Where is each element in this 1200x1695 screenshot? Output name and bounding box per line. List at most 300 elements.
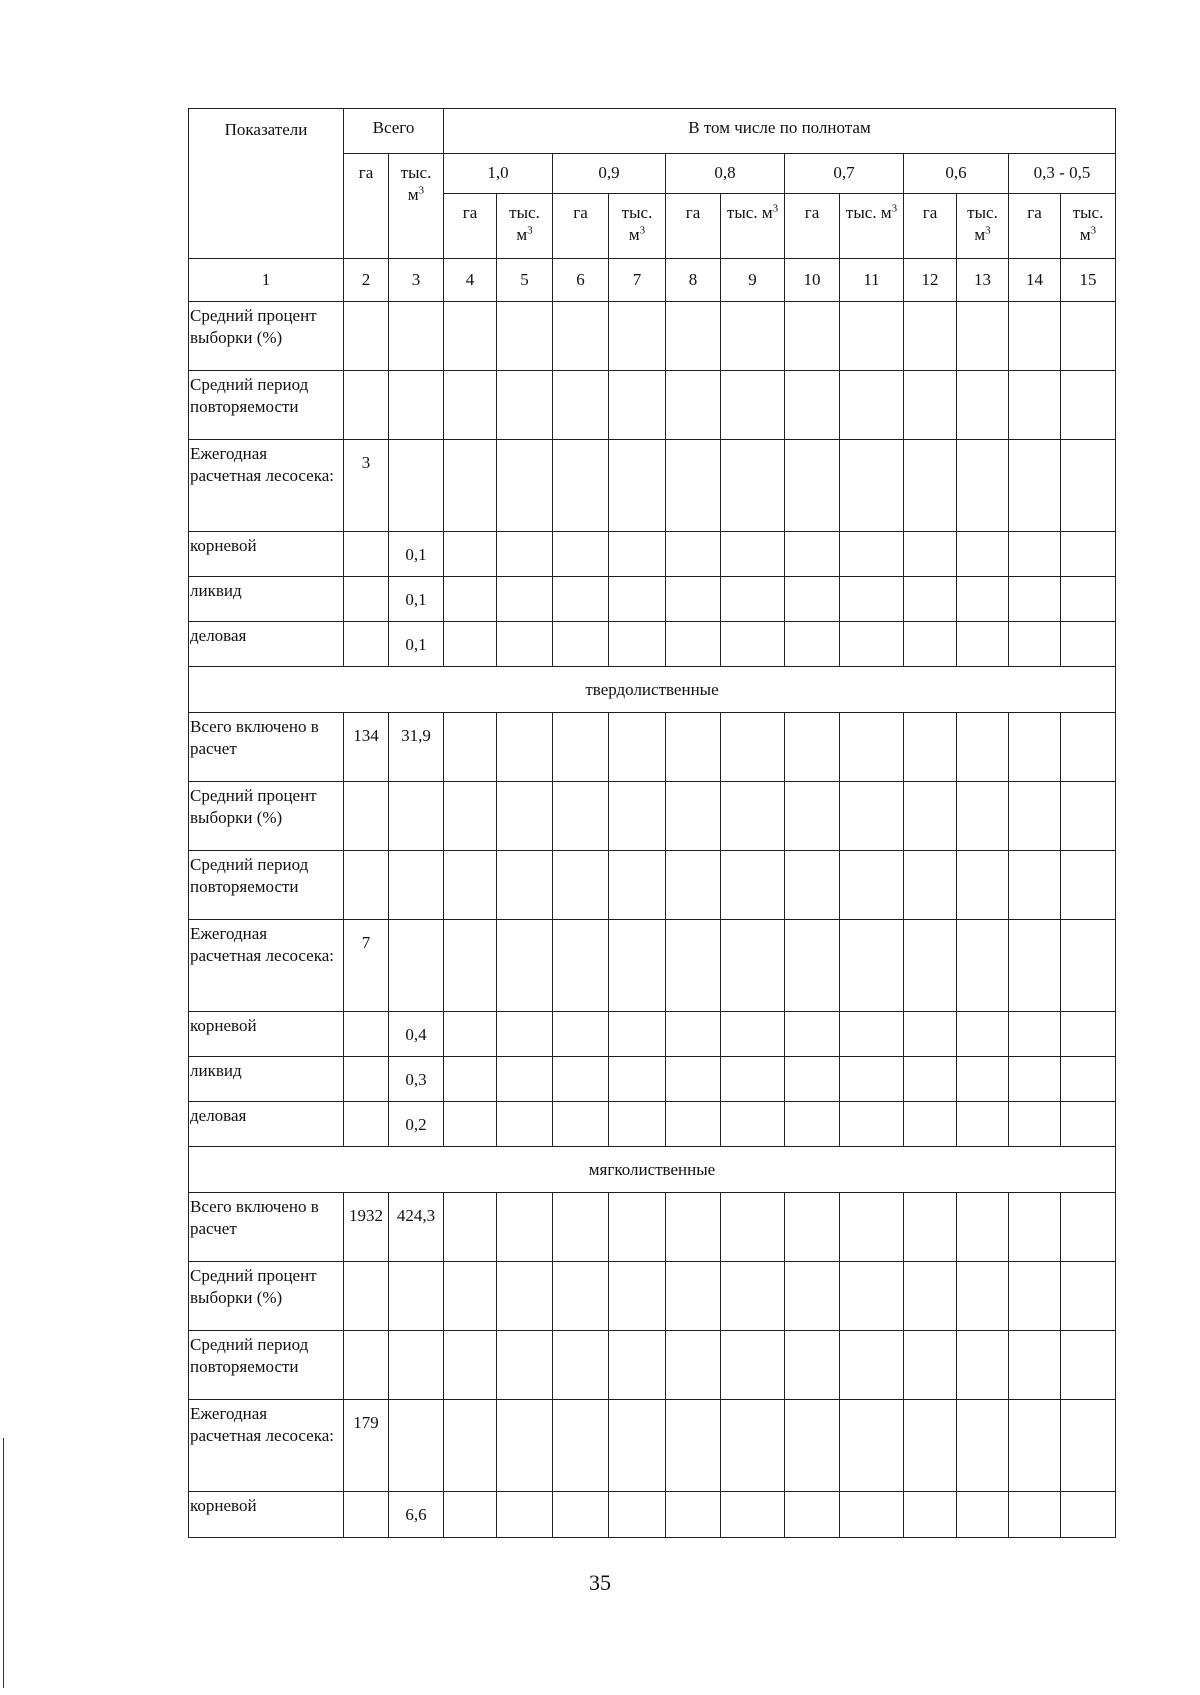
- empty-cell: [840, 1012, 904, 1057]
- empty-cell: [1061, 577, 1116, 622]
- empty-cell: [1061, 782, 1116, 851]
- empty-cell: [553, 1492, 609, 1538]
- empty-cell: [721, 1262, 785, 1331]
- empty-cell: [553, 920, 609, 1012]
- section-row: [189, 1147, 1116, 1193]
- total-ha-cell: [344, 622, 389, 667]
- table-row: [189, 1492, 1116, 1538]
- empty-cell: [553, 782, 609, 851]
- empty-cell: [957, 713, 1009, 782]
- empty-cell: [666, 1193, 721, 1262]
- empty-cell: [904, 302, 957, 371]
- empty-cell: [553, 1193, 609, 1262]
- empty-cell: [553, 577, 609, 622]
- empty-cell: [444, 782, 497, 851]
- empty-cell: [553, 1012, 609, 1057]
- empty-cell: [957, 302, 1009, 371]
- empty-cell: [721, 1102, 785, 1147]
- total-vol-cell: [389, 440, 444, 532]
- empty-cell: [609, 622, 666, 667]
- empty-cell: [666, 577, 721, 622]
- empty-cell: [609, 1193, 666, 1262]
- empty-cell: [609, 920, 666, 1012]
- column-number: 1: [189, 259, 344, 302]
- empty-cell: [609, 440, 666, 532]
- empty-cell: [497, 371, 553, 440]
- empty-cell: [785, 713, 840, 782]
- empty-cell: [785, 577, 840, 622]
- empty-cell: [1009, 532, 1061, 577]
- total-ha-cell: [344, 1057, 389, 1102]
- header-by-density: В том числе по полнотам: [444, 109, 1116, 154]
- empty-cell: [904, 1400, 957, 1492]
- total-ha-cell: 3: [344, 440, 389, 532]
- column-number: 14: [1009, 259, 1061, 302]
- empty-cell: [609, 1492, 666, 1538]
- table-row: [189, 1057, 1116, 1102]
- empty-cell: [666, 302, 721, 371]
- empty-cell: [497, 1057, 553, 1102]
- empty-cell: [904, 1492, 957, 1538]
- row-label: Средний период повторяемости: [189, 1331, 344, 1400]
- unit-ha: га: [904, 194, 957, 259]
- total-vol-cell: 0,2: [389, 1102, 444, 1147]
- empty-cell: [785, 1102, 840, 1147]
- empty-cell: [444, 1193, 497, 1262]
- empty-cell: [1061, 1331, 1116, 1400]
- empty-cell: [1061, 920, 1116, 1012]
- column-number: 11: [840, 259, 904, 302]
- table-row: [189, 622, 1116, 667]
- total-vol-cell: [389, 1400, 444, 1492]
- empty-cell: [444, 1012, 497, 1057]
- empty-cell: [609, 1057, 666, 1102]
- table-row: [189, 920, 1116, 1012]
- empty-cell: [497, 440, 553, 532]
- empty-cell: [785, 302, 840, 371]
- empty-cell: [609, 782, 666, 851]
- empty-cell: [840, 1492, 904, 1538]
- unit-vol: тыс. $м^3$: [957, 194, 1009, 259]
- unit-vol: тыс. $м^3$: [609, 194, 666, 259]
- section-title: твердолиственные: [189, 667, 1116, 713]
- empty-cell: [497, 1262, 553, 1331]
- table-row: [189, 440, 1116, 532]
- row-label: Средний период повторяемости: [189, 371, 344, 440]
- empty-cell: [666, 1012, 721, 1057]
- empty-cell: [1009, 1057, 1061, 1102]
- empty-cell: [609, 1331, 666, 1400]
- density-0-6: 0,6: [904, 154, 1009, 194]
- empty-cell: [957, 1102, 1009, 1147]
- row-label: Всего включено в расчет: [189, 713, 344, 782]
- empty-cell: [1009, 851, 1061, 920]
- table-row: [189, 302, 1116, 371]
- empty-cell: [957, 920, 1009, 1012]
- column-number: 8: [666, 259, 721, 302]
- empty-cell: [721, 851, 785, 920]
- empty-cell: [553, 1262, 609, 1331]
- header-total: Всего: [344, 109, 444, 154]
- empty-cell: [904, 1057, 957, 1102]
- empty-cell: [609, 1262, 666, 1331]
- empty-cell: [497, 1400, 553, 1492]
- empty-cell: [904, 577, 957, 622]
- empty-cell: [957, 1400, 1009, 1492]
- empty-cell: [444, 622, 497, 667]
- empty-cell: [721, 371, 785, 440]
- empty-cell: [1009, 622, 1061, 667]
- total-ha-cell: [344, 577, 389, 622]
- empty-cell: [666, 1262, 721, 1331]
- empty-cell: [1061, 1400, 1116, 1492]
- empty-cell: [1061, 713, 1116, 782]
- table-row: [189, 1331, 1116, 1400]
- empty-cell: [721, 1331, 785, 1400]
- empty-cell: [553, 851, 609, 920]
- row-label: Средний процент выборки (%): [189, 302, 344, 371]
- empty-cell: [840, 1193, 904, 1262]
- empty-cell: [957, 782, 1009, 851]
- empty-cell: [721, 302, 785, 371]
- section-title: мягколиственные: [189, 1147, 1116, 1193]
- empty-cell: [721, 920, 785, 1012]
- unit-vol: тыс. $м^3$: [840, 194, 904, 259]
- empty-cell: [785, 532, 840, 577]
- empty-cell: [497, 1102, 553, 1147]
- unit-vol: тыс. $м^3$: [1061, 194, 1116, 259]
- empty-cell: [666, 1492, 721, 1538]
- empty-cell: [785, 1331, 840, 1400]
- empty-cell: [721, 1492, 785, 1538]
- forest-data-table: [188, 108, 1116, 1538]
- empty-cell: [666, 1400, 721, 1492]
- scan-margin-line: [3, 1438, 4, 1688]
- empty-cell: [1061, 851, 1116, 920]
- empty-cell: [904, 713, 957, 782]
- empty-cell: [840, 1057, 904, 1102]
- empty-cell: [666, 1057, 721, 1102]
- empty-cell: [444, 1057, 497, 1102]
- empty-cell: [840, 1400, 904, 1492]
- empty-cell: [553, 440, 609, 532]
- empty-cell: [957, 532, 1009, 577]
- header-total-ha: га: [344, 154, 389, 259]
- empty-cell: [904, 1193, 957, 1262]
- empty-cell: [904, 1262, 957, 1331]
- total-vol-cell: 0,1: [389, 577, 444, 622]
- empty-cell: [785, 851, 840, 920]
- column-number: 15: [1061, 259, 1116, 302]
- empty-cell: [553, 1400, 609, 1492]
- table-row: [189, 713, 1116, 782]
- empty-cell: [957, 1057, 1009, 1102]
- total-ha-cell: 7: [344, 920, 389, 1012]
- empty-cell: [497, 1492, 553, 1538]
- total-vol-cell: 0,4: [389, 1012, 444, 1057]
- empty-cell: [957, 1331, 1009, 1400]
- empty-cell: [904, 532, 957, 577]
- table-body: [189, 259, 1116, 302]
- empty-cell: [444, 851, 497, 920]
- row-label: Средний период повторяемости: [189, 851, 344, 920]
- empty-cell: [957, 1193, 1009, 1262]
- table-row: [189, 1102, 1116, 1147]
- unit-ha: га: [1009, 194, 1061, 259]
- table-row: [189, 532, 1116, 577]
- empty-cell: [957, 1492, 1009, 1538]
- empty-cell: [904, 1331, 957, 1400]
- empty-cell: [721, 713, 785, 782]
- empty-cell: [1009, 920, 1061, 1012]
- column-number: 12: [904, 259, 957, 302]
- table-header: [189, 109, 1116, 259]
- empty-cell: [840, 371, 904, 440]
- empty-cell: [785, 1262, 840, 1331]
- column-number: 4: [444, 259, 497, 302]
- empty-cell: [609, 1400, 666, 1492]
- empty-cell: [785, 371, 840, 440]
- empty-cell: [840, 1102, 904, 1147]
- empty-cell: [1061, 622, 1116, 667]
- empty-cell: [840, 920, 904, 1012]
- empty-cell: [1009, 1492, 1061, 1538]
- row-label: ликвид: [189, 1057, 344, 1102]
- empty-cell: [609, 302, 666, 371]
- empty-cell: [666, 782, 721, 851]
- empty-cell: [609, 1012, 666, 1057]
- total-ha-cell: [344, 851, 389, 920]
- total-vol-cell: [389, 1331, 444, 1400]
- table-row: [189, 1400, 1116, 1492]
- empty-cell: [1061, 1193, 1116, 1262]
- row-label: ликвид: [189, 577, 344, 622]
- empty-cell: [840, 713, 904, 782]
- empty-cell: [904, 371, 957, 440]
- empty-cell: [1061, 1012, 1116, 1057]
- empty-cell: [1009, 782, 1061, 851]
- empty-cell: [1009, 1262, 1061, 1331]
- row-label: Всего включено в расчет: [189, 1193, 344, 1262]
- total-vol-cell: 424,3: [389, 1193, 444, 1262]
- total-ha-cell: [344, 1492, 389, 1538]
- empty-cell: [553, 302, 609, 371]
- empty-cell: [497, 713, 553, 782]
- row-label: корневой: [189, 1012, 344, 1057]
- page-number: 35: [589, 1570, 611, 1595]
- empty-cell: [904, 782, 957, 851]
- table-row: [189, 782, 1116, 851]
- total-ha-cell: [344, 1102, 389, 1147]
- row-label: Средний процент выборки (%): [189, 1262, 344, 1331]
- row-label: корневой: [189, 1492, 344, 1538]
- total-ha-cell: [344, 1262, 389, 1331]
- column-number: 13: [957, 259, 1009, 302]
- empty-cell: [904, 622, 957, 667]
- empty-cell: [840, 532, 904, 577]
- column-number: 5: [497, 259, 553, 302]
- total-vol-cell: [389, 1262, 444, 1331]
- empty-cell: [904, 440, 957, 532]
- column-number: 2: [344, 259, 389, 302]
- empty-cell: [553, 371, 609, 440]
- empty-cell: [666, 851, 721, 920]
- empty-cell: [553, 1102, 609, 1147]
- empty-cell: [497, 622, 553, 667]
- empty-cell: [1061, 1492, 1116, 1538]
- table-row: [189, 371, 1116, 440]
- empty-cell: [1061, 532, 1116, 577]
- empty-cell: [1009, 1102, 1061, 1147]
- column-number: 10: [785, 259, 840, 302]
- total-ha-cell: 134: [344, 713, 389, 782]
- empty-cell: [721, 440, 785, 532]
- empty-cell: [497, 1331, 553, 1400]
- total-vol-cell: [389, 302, 444, 371]
- empty-cell: [497, 851, 553, 920]
- header-indicators: Показатели: [189, 109, 344, 259]
- empty-cell: [1061, 1102, 1116, 1147]
- table-row: [189, 577, 1116, 622]
- empty-cell: [721, 1012, 785, 1057]
- row-label: Ежегодная расчетная лесосека:: [189, 920, 344, 1012]
- empty-cell: [666, 1331, 721, 1400]
- empty-cell: [1009, 1193, 1061, 1262]
- unit-ha: га: [666, 194, 721, 259]
- row-label: деловая: [189, 622, 344, 667]
- empty-cell: [957, 622, 1009, 667]
- empty-cell: [785, 782, 840, 851]
- empty-cell: [957, 1262, 1009, 1331]
- empty-cell: [957, 1012, 1009, 1057]
- column-numbers-row: [189, 259, 1116, 302]
- empty-cell: [721, 622, 785, 667]
- unit-ha: га: [785, 194, 840, 259]
- empty-cell: [904, 920, 957, 1012]
- empty-cell: [497, 782, 553, 851]
- empty-cell: [444, 1400, 497, 1492]
- empty-cell: [497, 920, 553, 1012]
- empty-cell: [1009, 713, 1061, 782]
- empty-cell: [444, 920, 497, 1012]
- column-number: 7: [609, 259, 666, 302]
- empty-cell: [553, 532, 609, 577]
- empty-cell: [1009, 302, 1061, 371]
- empty-cell: [785, 1400, 840, 1492]
- empty-cell: [444, 1102, 497, 1147]
- empty-cell: [553, 622, 609, 667]
- empty-cell: [609, 851, 666, 920]
- empty-cell: [497, 532, 553, 577]
- total-ha-cell: [344, 1012, 389, 1057]
- total-vol-cell: [389, 920, 444, 1012]
- empty-cell: [444, 440, 497, 532]
- density-0-3-0-5: 0,3 - 0,5: [1009, 154, 1116, 194]
- empty-cell: [840, 1331, 904, 1400]
- empty-cell: [497, 1193, 553, 1262]
- empty-cell: [840, 577, 904, 622]
- unit-vol: тыс. $м^3$: [721, 194, 785, 259]
- empty-cell: [1009, 371, 1061, 440]
- empty-cell: [957, 851, 1009, 920]
- data-rows: [189, 302, 1116, 1538]
- empty-cell: [666, 532, 721, 577]
- empty-cell: [444, 713, 497, 782]
- empty-cell: [666, 371, 721, 440]
- empty-cell: [957, 440, 1009, 532]
- table-row: [189, 1193, 1116, 1262]
- empty-cell: [840, 1262, 904, 1331]
- empty-cell: [553, 1331, 609, 1400]
- empty-cell: [785, 622, 840, 667]
- empty-cell: [1009, 1012, 1061, 1057]
- row-label: корневой: [189, 532, 344, 577]
- empty-cell: [1061, 302, 1116, 371]
- empty-cell: [1009, 440, 1061, 532]
- total-vol-cell: 0,3: [389, 1057, 444, 1102]
- empty-cell: [666, 440, 721, 532]
- empty-cell: [444, 1331, 497, 1400]
- empty-cell: [1061, 440, 1116, 532]
- empty-cell: [444, 577, 497, 622]
- empty-cell: [721, 1400, 785, 1492]
- total-ha-cell: 179: [344, 1400, 389, 1492]
- column-number: 3: [389, 259, 444, 302]
- empty-cell: [444, 1262, 497, 1331]
- unit-ha: га: [553, 194, 609, 259]
- table-row: [189, 1012, 1116, 1057]
- empty-cell: [444, 532, 497, 577]
- empty-cell: [785, 920, 840, 1012]
- table-row: [189, 851, 1116, 920]
- empty-cell: [1061, 1057, 1116, 1102]
- density-0-9: 0,9: [553, 154, 666, 194]
- empty-cell: [785, 1012, 840, 1057]
- total-ha-cell: 1932: [344, 1193, 389, 1262]
- empty-cell: [721, 532, 785, 577]
- density-0-8: 0,8: [666, 154, 785, 194]
- column-number: 9: [721, 259, 785, 302]
- total-vol-cell: [389, 851, 444, 920]
- total-vol-cell: 31,9: [389, 713, 444, 782]
- total-ha-cell: [344, 371, 389, 440]
- total-vol-cell: [389, 371, 444, 440]
- empty-cell: [785, 440, 840, 532]
- empty-cell: [497, 577, 553, 622]
- empty-cell: [1009, 577, 1061, 622]
- unit-ha: га: [444, 194, 497, 259]
- empty-cell: [840, 440, 904, 532]
- empty-cell: [1061, 371, 1116, 440]
- empty-cell: [1009, 1400, 1061, 1492]
- empty-cell: [609, 371, 666, 440]
- empty-cell: [553, 1057, 609, 1102]
- empty-cell: [609, 577, 666, 622]
- empty-cell: [904, 851, 957, 920]
- empty-cell: [666, 713, 721, 782]
- empty-cell: [840, 782, 904, 851]
- total-ha-cell: [344, 782, 389, 851]
- empty-cell: [609, 1102, 666, 1147]
- section-row: [189, 667, 1116, 713]
- total-ha-cell: [344, 1331, 389, 1400]
- empty-cell: [1061, 1262, 1116, 1331]
- empty-cell: [721, 1193, 785, 1262]
- empty-cell: [1009, 1331, 1061, 1400]
- row-label: Ежегодная расчетная лесосека:: [189, 1400, 344, 1492]
- total-vol-cell: 6,6: [389, 1492, 444, 1538]
- empty-cell: [840, 622, 904, 667]
